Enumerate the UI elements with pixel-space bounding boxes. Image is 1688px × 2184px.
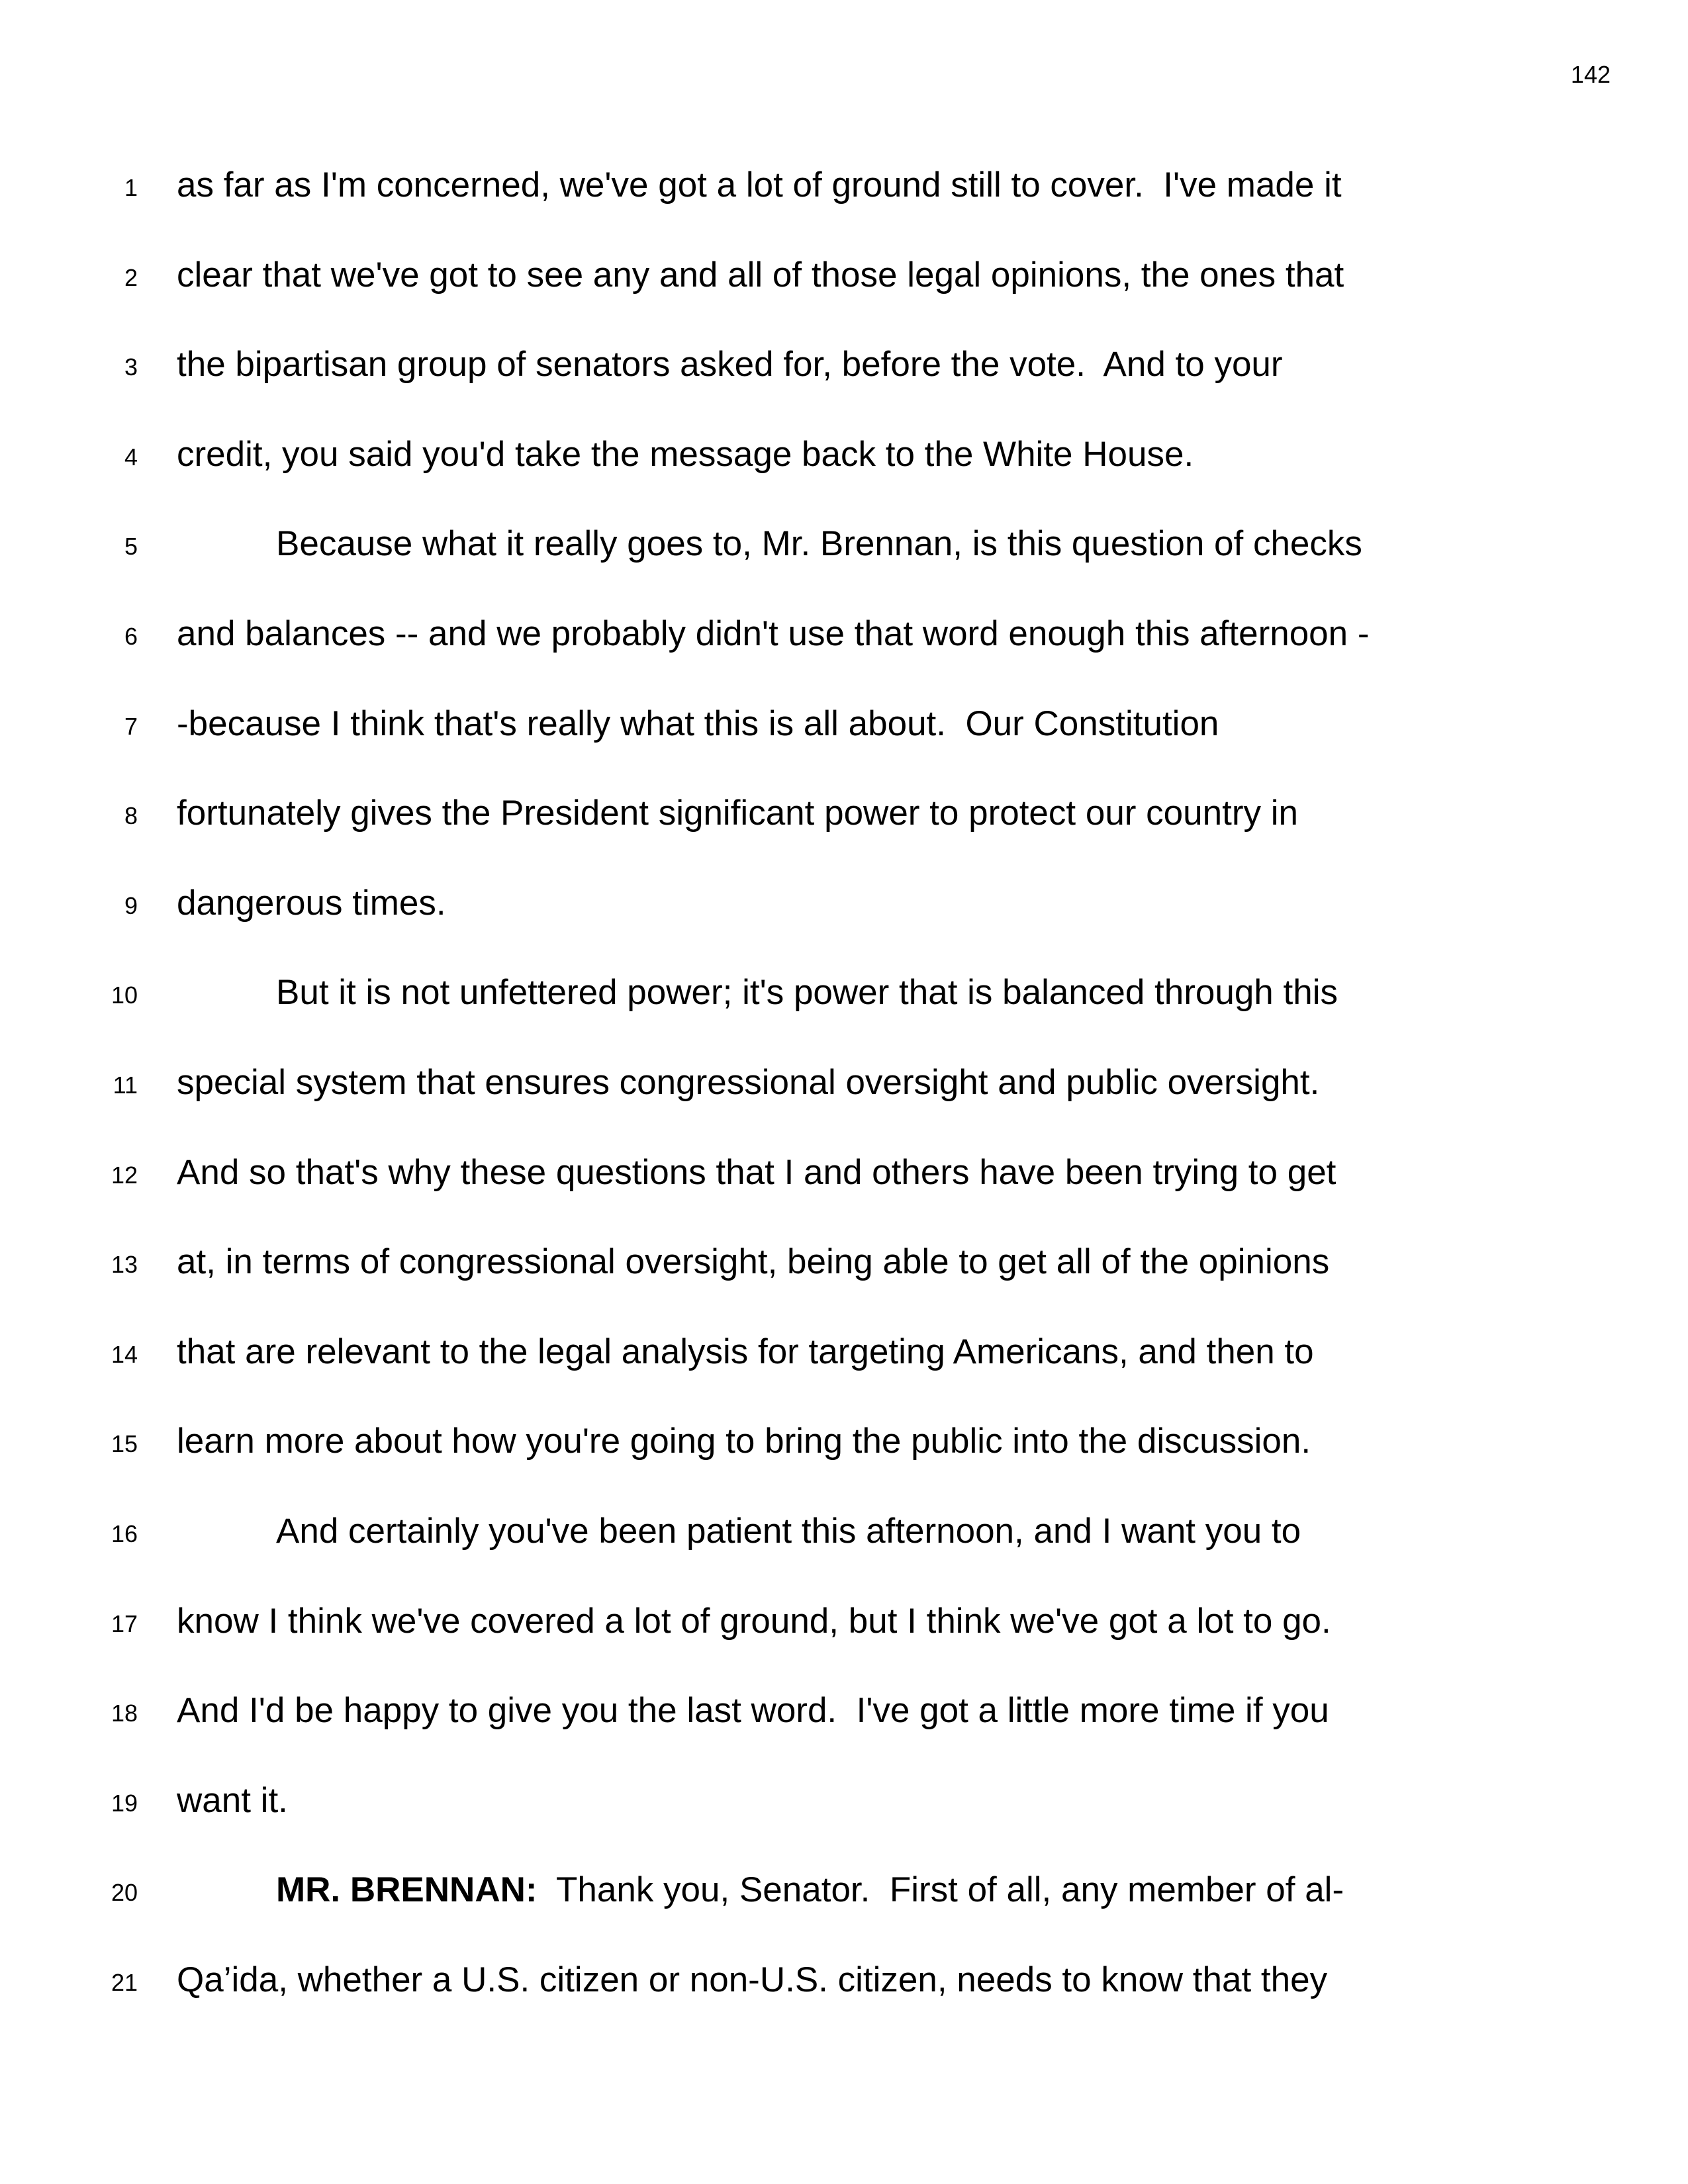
- line-text: [177, 1601, 1331, 1641]
- line-number: 1: [124, 174, 138, 201]
- line-content: at, in terms of congressional oversight, being able to get all of the opinions: [177, 1242, 1330, 1282]
- transcript-line: [0, 1314, 1688, 1371]
- line-content: And certainly you've been patient this afternoon, and I want you to: [276, 1512, 1301, 1551]
- transcript-line: [0, 147, 1688, 205]
- line-content: special system that ensures congressional oversight and public oversight.: [177, 1063, 1320, 1102]
- line-content: as far as I'm concerned, we've got a lot of ground still to cover. I've made it: [177, 165, 1342, 205]
- line-number: 8: [124, 802, 138, 830]
- transcript-line: [0, 1134, 1688, 1192]
- transcript-line: [0, 596, 1688, 653]
- transcript-line: [0, 1672, 1688, 1731]
- line-number: 10: [111, 981, 138, 1009]
- line-content: -because I think that's really what this is all about. Our Constitution: [177, 704, 1219, 743]
- line-content: fortunately gives the President significant power to protect our country in: [177, 794, 1298, 833]
- line-number: 7: [124, 712, 138, 740]
- line-number: 5: [124, 533, 138, 561]
- line-number: 19: [111, 1789, 138, 1817]
- line-number: 4: [124, 443, 138, 471]
- line-content: credit, you said you'd take the message back to the White House.: [177, 434, 1194, 474]
- line-text: [177, 1242, 1330, 1282]
- line-text: [177, 796, 1298, 831]
- line-text: [276, 973, 1338, 1013]
- line-content: And I'd be happy to give you the last word. I've got a little more time if you: [177, 1691, 1329, 1731]
- line-content: Thank you, Senator. First of all, any member of al-: [537, 1870, 1344, 1910]
- line-content: and balances -- and we probably didn't use that word enough this afternoon -: [177, 614, 1370, 653]
- line-number: 9: [124, 891, 138, 919]
- transcript-line: [0, 1224, 1688, 1282]
- line-text: [177, 1691, 1329, 1731]
- line-content: But it is not unfettered power; it's power that is balanced through this: [276, 973, 1338, 1013]
- line-content: clear that we've got to see any and all of those legal opinions, the ones that: [177, 255, 1344, 295]
- line-content: learn more about how you're going to bring the public into the discussion.: [177, 1422, 1311, 1461]
- line-number: 12: [111, 1161, 138, 1189]
- line-text: [177, 434, 1194, 474]
- transcript-line: [0, 865, 1688, 923]
- line-text: [177, 1962, 1327, 1997]
- transcript-line: [0, 775, 1688, 833]
- transcript-line: [0, 1493, 1688, 1551]
- line-number: 3: [124, 353, 138, 381]
- line-text: [177, 616, 1370, 651]
- line-text: [177, 706, 1219, 741]
- transcript-line: [0, 1044, 1688, 1102]
- line-text: [177, 1065, 1319, 1100]
- line-number: 18: [111, 1700, 138, 1727]
- transcript-line: [0, 686, 1688, 743]
- line-number: 21: [111, 1969, 138, 1996]
- transcript-line: [0, 1403, 1688, 1461]
- line-text: [177, 257, 1344, 293]
- line-content: dangerous times.: [177, 883, 446, 923]
- line-content: know I think we've covered a lot of ground, but I think we've got a lot to go.: [177, 1601, 1331, 1641]
- line-content: the bipartisan group of senators asked for, before the vote. And to your: [177, 345, 1283, 385]
- transcript-line: [0, 237, 1688, 295]
- page-number: 142: [1570, 61, 1611, 88]
- transcript-line: [0, 1852, 1688, 1910]
- transcript-line: [0, 326, 1688, 385]
- line-text: [177, 1334, 1314, 1369]
- line-text: [276, 524, 1362, 564]
- line-number: 20: [111, 1879, 138, 1907]
- line-number: 11: [113, 1071, 138, 1099]
- line-text: [177, 1152, 1336, 1192]
- line-text: [177, 1780, 288, 1820]
- line-number: 2: [124, 263, 138, 291]
- line-number: 6: [124, 623, 138, 650]
- transcript-line: [0, 1942, 1688, 1999]
- line-number: 15: [111, 1430, 138, 1458]
- line-text: [177, 345, 1283, 385]
- line-text: [177, 167, 1342, 203]
- transcript-line: [0, 1583, 1688, 1641]
- line-text: [276, 1514, 1301, 1549]
- line-number: 17: [111, 1610, 138, 1637]
- transcript-line: [0, 506, 1688, 564]
- line-content: Qa’ida, whether a U.S. citizen or non-U.S. citizen, needs to know that they: [177, 1960, 1328, 1999]
- transcript-line: [0, 954, 1688, 1013]
- line-content: that are relevant to the legal analysis for targeting Americans, and then to: [177, 1332, 1314, 1371]
- line-content: Because what it really goes to, Mr. Brennan, is this question of checks: [276, 524, 1362, 564]
- line-text: [276, 1870, 1344, 1910]
- line-number: 13: [111, 1251, 138, 1279]
- line-text: [177, 1424, 1311, 1459]
- speaker-label: MR. BRENNAN:: [276, 1870, 538, 1910]
- transcript-line: [0, 1762, 1688, 1820]
- line-content: And so that's why these questions that I and others have been trying to get: [177, 1152, 1336, 1192]
- line-content: want it.: [177, 1780, 288, 1820]
- line-text: [177, 883, 446, 923]
- line-number: 16: [111, 1520, 138, 1547]
- transcript-line: [0, 416, 1688, 474]
- line-number: 14: [111, 1340, 138, 1368]
